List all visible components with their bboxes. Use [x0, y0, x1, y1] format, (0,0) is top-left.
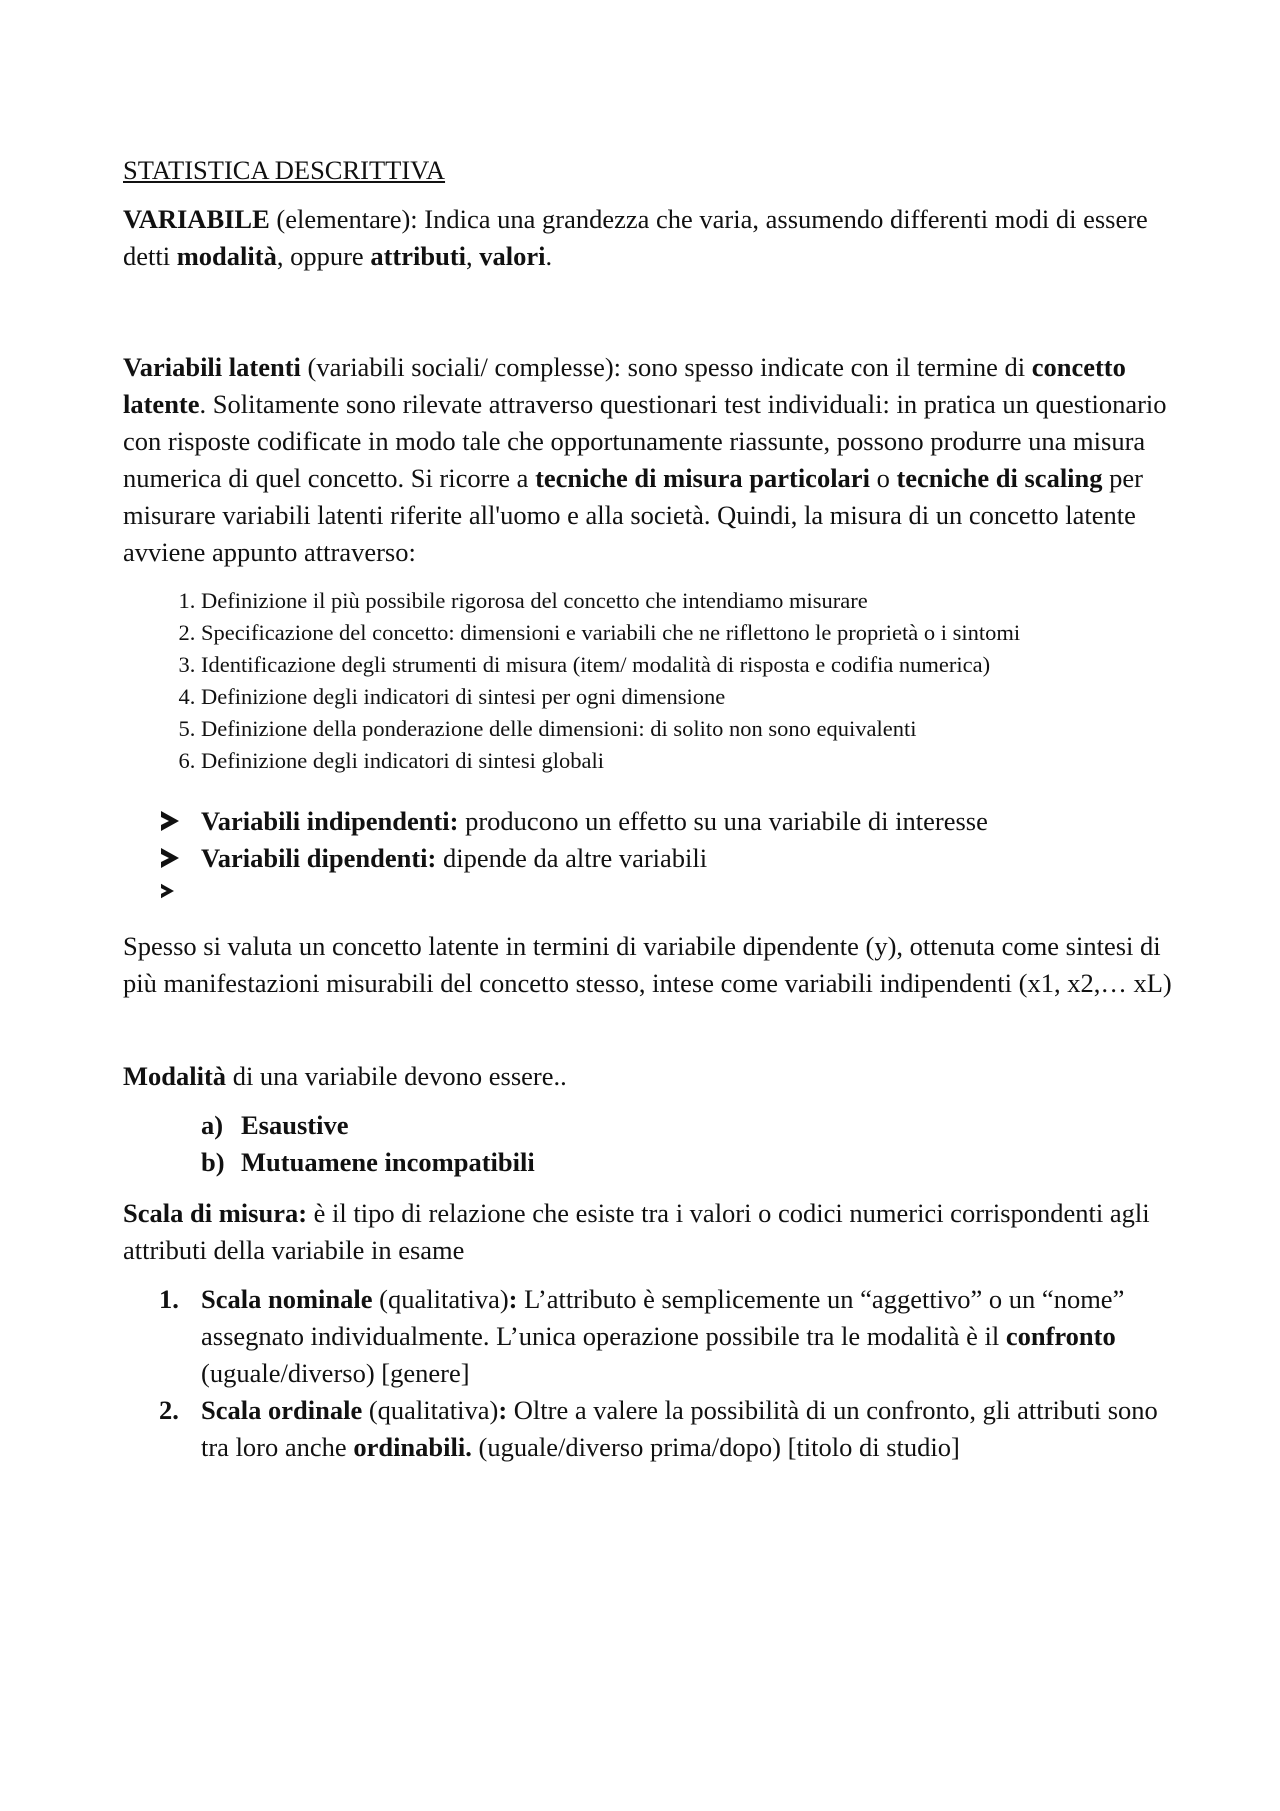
paragraph-modalita	[123, 1058, 1173, 1095]
text-fragment: Oltre a valere la possibilità di un confronto, gli attributi sono tra loro anche	[201, 1395, 1158, 1462]
scale-list	[123, 1281, 1173, 1466]
list-item	[159, 1392, 1173, 1466]
list-item	[201, 1107, 1173, 1144]
document-body	[123, 152, 1173, 1466]
arrow-bullet-icon	[161, 884, 174, 898]
paragraph-spesso: Spesso si valuta un concetto latente in termini di variabile dipendente (y), ottenuta come sintesi di più manifestazioni misurabili del concetto stesso, intese come variabili indipendenti (x1, x2,… xL)	[123, 931, 1172, 998]
list-marker: a)	[201, 1110, 224, 1140]
spacer	[123, 914, 1173, 928]
bold-term: valori	[479, 241, 546, 271]
text-fragment: producono un effetto su una variabile di interesse	[458, 806, 988, 836]
text-fragment: L’attributo è semplicemente un “aggettivo” o un “nome” assegnato individualmente. L’unica operazione possibile tra le modalità è il	[201, 1284, 1125, 1351]
text-fragment: per misurare variabili latenti riferite all'uomo e alla società. Quindi, la misura di un concetto latente avviene appunto attraverso:	[123, 463, 1144, 567]
spacer	[123, 275, 1173, 349]
bold-term: Scala di misura:	[123, 1198, 308, 1228]
list-marker: b)	[201, 1147, 225, 1177]
list-item: 2. Specificazione del concetto: dimensioni e variabili che ne riflettono le proprietà o i sintomi	[201, 617, 1173, 649]
list-item	[159, 803, 1173, 840]
text-fragment: ,	[466, 241, 480, 271]
list-item	[201, 1144, 1173, 1181]
page-title: STATISTICA DESCRITTIVA	[123, 155, 446, 185]
text-fragment: di una variabile devono essere..	[226, 1061, 567, 1091]
paragraph-latenti	[123, 349, 1173, 571]
text-fragment: .	[545, 241, 553, 271]
bold-term: Modalità	[123, 1061, 227, 1091]
paragraph-variabile	[123, 201, 1173, 275]
text-fragment: . Solitamente sono rilevate attraverso questionari test individuali: in pratica un questionario con risposte codificate in modo tale che opportunamente riassunte, possono produrre una misura numerica di quel concetto. Si ricorre a	[123, 389, 1167, 493]
list-marker: 1.	[159, 1284, 179, 1314]
text-fragment: è il tipo di relazione che esiste tra i valori o codici numerici corrispondenti agli attributi della variabile in esame	[123, 1198, 1150, 1265]
text-fragment: (qualitativa)	[362, 1395, 499, 1425]
list-item	[159, 840, 1173, 877]
bold-term: tecniche di scaling	[896, 463, 1103, 493]
term-latenti: Variabili latenti	[123, 352, 301, 382]
text-fragment: dipende da altre variabili	[436, 843, 708, 873]
spacer	[123, 1181, 1173, 1195]
text-fragment: (uguale/diverso prima/dopo) [titolo di studio]	[471, 1432, 960, 1462]
arrow-list	[123, 803, 1173, 914]
list-item: 4. Definizione degli indicatori di sintesi per ogni dimensione	[201, 681, 1173, 713]
bold-term: :	[508, 1284, 518, 1314]
list-marker: 2.	[159, 1395, 179, 1425]
list-item-text: Esaustive	[241, 1110, 349, 1140]
bold-term: concetto latente	[123, 352, 1126, 419]
bold-term: Scala nominale	[201, 1284, 373, 1314]
bold-term: confronto	[1005, 1321, 1116, 1351]
list-item: 1. Definizione il più possibile rigorosa del concetto che intendiamo misurare	[201, 585, 1173, 617]
bold-term: ordinabili.	[353, 1432, 472, 1462]
list-item: 5. Definizione della ponderazione delle dimensioni: di solito non sono equivalenti	[201, 713, 1173, 745]
text-fragment: (elementare): Indica una grandezza che varia, assumendo differenti modi di essere detti	[123, 204, 1148, 271]
list-item: 3. Identificazione degli strumenti di misura (item/ modalità di risposta e codifia numerica)	[201, 649, 1173, 681]
arrow-bullet-icon	[161, 811, 179, 831]
spacer	[123, 1002, 1173, 1058]
list-item	[159, 1281, 1173, 1392]
term-variabile: VARIABILE	[123, 204, 270, 234]
bold-term: attributi	[370, 241, 467, 271]
arrow-bullet-icon	[161, 848, 179, 868]
bold-term: :	[498, 1395, 508, 1425]
list-item-text	[201, 1392, 1173, 1466]
modalita-list	[123, 1107, 1173, 1181]
text-fragment: o	[869, 463, 897, 493]
text-fragment: (variabili sociali/ complesse): sono spesso indicate con il termine di	[300, 352, 1032, 382]
text-fragment: , oppure	[276, 241, 371, 271]
bold-term: modalità	[176, 241, 277, 271]
bold-term: tecniche di misura particolari	[535, 463, 870, 493]
bold-term: Scala ordinale	[201, 1395, 363, 1425]
list-item-empty	[159, 877, 1173, 914]
steps-list	[123, 585, 1173, 777]
text-fragment: (uguale/diverso) [genere]	[201, 1358, 470, 1388]
list-item-text	[201, 1281, 1173, 1392]
list-item-text: Mutuamene incompatibili	[241, 1147, 535, 1177]
bold-term: Variabili indipendenti:	[201, 806, 459, 836]
list-item: 6. Definizione degli indicatori di sintesi globali	[201, 745, 1173, 777]
text-fragment: (qualitativa)	[372, 1284, 509, 1314]
bold-term: Variabili dipendenti:	[201, 843, 437, 873]
paragraph-scala	[123, 1195, 1173, 1269]
